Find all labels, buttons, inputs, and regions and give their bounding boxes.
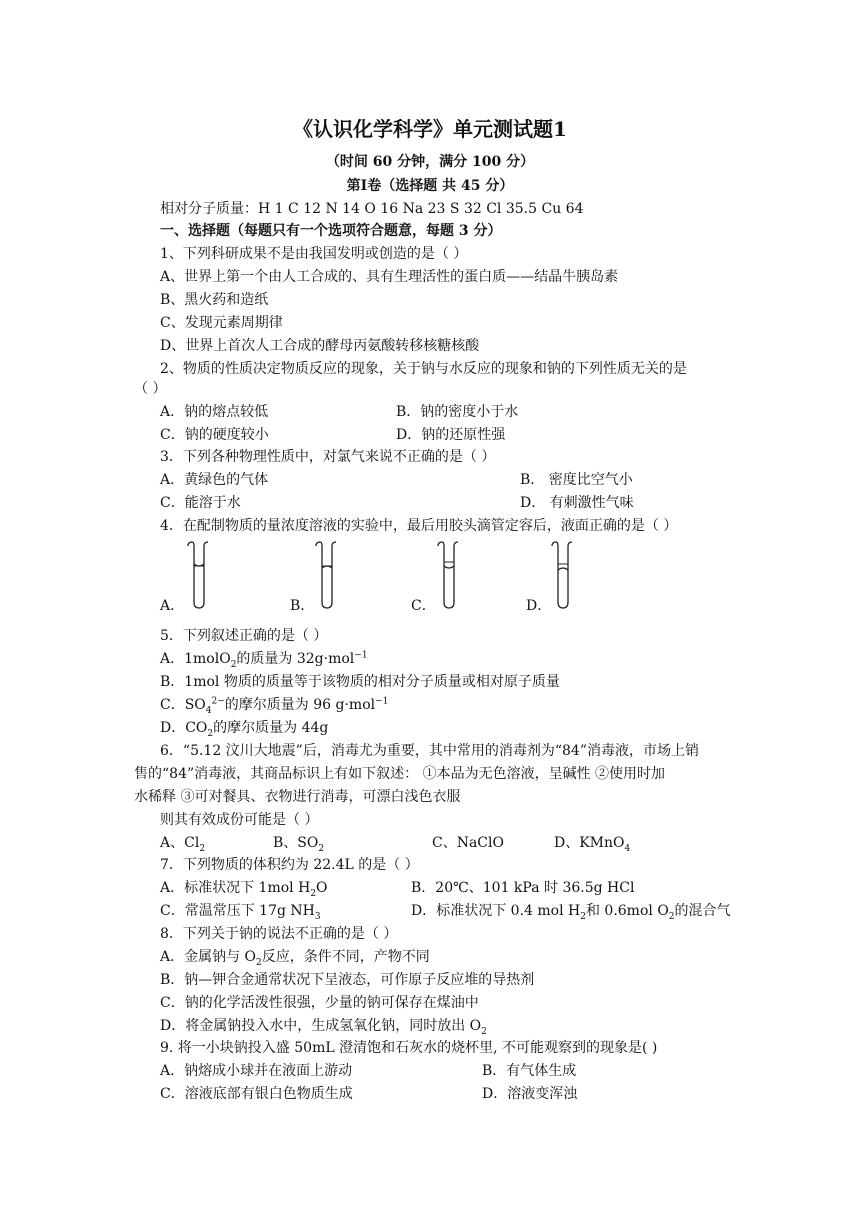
q8-stem: 8．下列关于钠的说法不正确的是（ ）	[160, 926, 398, 942]
page-title: 《认识化学科学》单元测试题1	[293, 117, 567, 141]
tube-b-icon	[312, 540, 342, 612]
q9-option-c: C．溶液底部有银白色物质生成	[160, 1086, 353, 1102]
q1-stem: 1、下列科研成果不是由我国发明或创造的是（ ）	[160, 246, 468, 262]
q5-option-a: A．1molO$_2$的质量为 32g·mol$^{-1}$	[160, 650, 368, 670]
q4-option-b: B．	[290, 598, 315, 614]
q6-line-3: 水稀释 ③可对餐具、衣物进行消毒，可漂白浅色衣服	[134, 789, 461, 805]
q7-stem: 7．下列物质的体积约为 22.4L 的是（ ）	[160, 857, 419, 873]
q4-option-c: C．	[411, 598, 436, 614]
q6-option-a: A、$Cl_2$	[160, 835, 206, 854]
q6-line-2: 售的“84”消毒液，其商品标识上有如下叙述： ①本品为无色溶液，呈碱性 ②使用时加	[134, 766, 666, 782]
q1-option-d: D、世界上首次人工合成的酵母丙氨酸转移核糖核酸	[160, 338, 480, 354]
section-heading: 一、选择题（每题只有一个选项符合题意，每题 3 分）	[160, 223, 502, 239]
q2-option-b: B．钠的密度小于水	[396, 404, 519, 420]
q6-option-c: C、NaClO	[432, 835, 504, 851]
q8-option-c: C．钠的化学活泼性很强，少量的钠可保存在煤油中	[160, 995, 479, 1011]
q7-option-a: A．标准状况下 1mol $H_2O$	[160, 880, 328, 899]
q8-option-b: B．钠—钾合金通常状况下呈液态，可作原子反应堆的导热剂	[160, 972, 535, 988]
q5-option-b: B．1mol 物质的质量等于该物质的相对分子质量或相对原子质量	[160, 674, 560, 690]
q6-option-b: B、$SO_2$	[273, 835, 325, 854]
q1-option-a: A、世界上第一个由人工合成的、具有生理活性的蛋白质——结晶牛胰岛素	[160, 269, 619, 285]
q2-option-a: A．钠的熔点较低	[160, 404, 269, 420]
tube-c-icon	[434, 540, 464, 612]
q9-option-b: B．有气体生成	[482, 1063, 577, 1079]
q8-option-d: D．将金属钠投入水中，生成氢氧化钠，同时放出 $O_2$	[160, 1018, 487, 1037]
q1-option-c: C、发现元素周期律	[160, 315, 283, 331]
exam-subtitle: （时间 60 分钟，满分 100 分）	[325, 154, 535, 170]
q7-option-c: C．常温常压下 17g $NH_3$	[160, 903, 321, 922]
q1-option-b: B、黑火药和造纸	[160, 292, 269, 308]
q9-stem: 9. 将一小块钠投入盛 50mL 澄清饱和石灰水的烧杯里, 不可能观察到的现象是( )	[160, 1040, 658, 1056]
q4-option-a: A．	[160, 598, 185, 614]
q6-line-1: 6．“5.12 汶川大地震”后，消毒尤为重要，其中常用的消毒剂为“84”消毒液，市场上销	[160, 743, 699, 759]
q4-option-d: D．	[526, 598, 552, 614]
q8-option-a: A．金属钠与 $O_2$反应，条件不同，产物不同	[160, 949, 430, 968]
volume-heading: 第Ⅰ卷（选择题 共 45 分）	[346, 178, 514, 194]
q3-option-b: B． 密度比空气小	[520, 472, 633, 488]
q2-stem-blank: （ ）	[134, 381, 167, 397]
q2-stem: 2、物质的性质决定物质反应的现象，关于钠与水反应的现象和钠的下列性质无关的是	[160, 361, 687, 377]
tube-a-icon	[184, 540, 214, 612]
q2-option-d: D．钠的还原性强	[396, 427, 506, 443]
q5-option-d: D．$CO_2$的摩尔质量为 44g	[160, 720, 329, 739]
q9-option-d: D．溶液变浑浊	[482, 1086, 578, 1102]
q2-option-c: C．钠的硬度较小	[160, 427, 269, 443]
q5-stem: 5．下列叙述正确的是（ ）	[160, 628, 328, 644]
q6-line-4: 则其有效成份可能是（ ）	[160, 812, 319, 828]
atomic-masses: 相对分子质量：H 1 C 12 N 14 O 16 Na 23 S 32 Cl 35.5 Cu 64	[160, 201, 584, 217]
q4-stem: 4．在配制物质的量浓度溶液的实验中，最后用胶头滴管定容后，液面正确的是（ ）	[160, 518, 678, 534]
q3-option-d: D． 有刺激性气味	[520, 495, 634, 511]
q3-stem: 3．下列各种物理性质中，对氯气来说不正确的是（ ）	[160, 449, 496, 465]
q7-option-d: D．标准状况下 0.4 mol $H_2$和 0.6mol $O_2$的混合气	[411, 903, 731, 922]
q3-option-c: C．能溶于水	[160, 495, 241, 511]
q6-option-d: D、KMnO$_4$	[554, 835, 631, 854]
tube-d-icon	[548, 540, 578, 612]
q7-option-b: B．20℃、101 kPa 时 36.5g HCl	[411, 880, 635, 896]
q9-option-a: A．钠熔成小球并在液面上游动	[160, 1063, 353, 1079]
q5-option-c: C．$SO_4^{2-}$的摩尔质量为 96 g·mol$^{-1}$	[160, 696, 389, 716]
q3-option-a: A．黄绿色的气体	[160, 472, 269, 488]
